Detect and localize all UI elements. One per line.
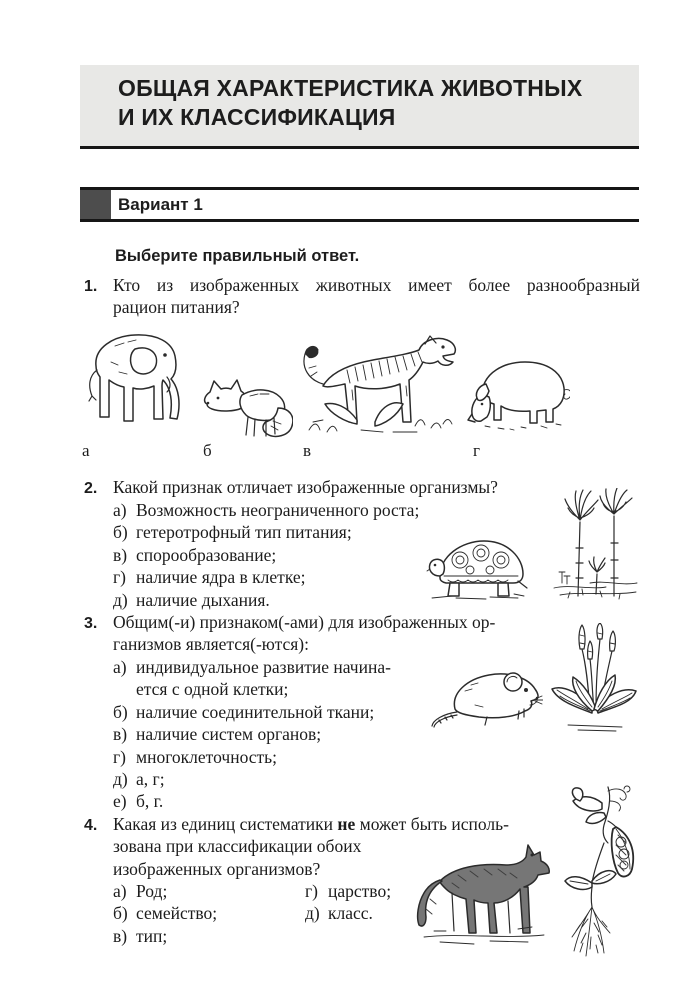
option-letter: е): [113, 791, 127, 812]
option-text: б, г.: [136, 791, 164, 812]
question-3-options: [113, 656, 423, 813]
option-row: [113, 723, 423, 745]
option-letter: б): [113, 701, 128, 722]
option-letter: д): [113, 589, 128, 610]
option-row: [113, 746, 423, 768]
question-1-line1: Кто из изображенных животных имеет более разнообразный: [113, 275, 640, 295]
option-row: [113, 902, 283, 924]
question-2-number: 2.: [84, 480, 98, 497]
option-text: тип;: [136, 925, 168, 946]
question-4-line1: Какая из единиц систематики не может быть исполь-: [113, 814, 509, 834]
question-1-line2: рацион питания?: [113, 297, 240, 318]
variant-label: Вариант 1: [118, 195, 203, 214]
question-3-number: 3.: [84, 615, 98, 632]
option-letter: г): [113, 746, 127, 767]
option-row: [113, 521, 443, 543]
option-text: Возможность неограниченного роста;: [136, 500, 420, 520]
option-letter: г): [113, 567, 127, 588]
option-row: [113, 925, 283, 947]
pea-plant-illustration: [558, 785, 642, 960]
option-text: а, г;: [136, 769, 165, 790]
option-letter: в): [113, 925, 128, 946]
option-letter: а): [113, 657, 127, 677]
variant-marker-square: [80, 190, 111, 219]
elephant-illustration: [75, 322, 185, 439]
horsetails-illustration: [550, 488, 640, 600]
fox-illustration: [200, 362, 293, 440]
option-row: [113, 768, 423, 790]
option-letter: в): [113, 724, 128, 745]
question-2-text: Какой признак отличает изображенные организмы?: [113, 477, 498, 497]
figure-label-v: в: [303, 441, 312, 460]
question-3-line2: ганизмов является(-ются):: [113, 634, 309, 655]
question-4-number: 4.: [84, 817, 98, 834]
question-3-line1: Общим(-и) признаком(-ами) для изображенных ор-: [113, 612, 496, 632]
option-row: [113, 544, 443, 566]
question-4-line3: изображенных организмов?: [113, 858, 321, 879]
question-3-text: [113, 611, 543, 656]
option-row: [113, 499, 443, 521]
option-text: многоклеточность;: [136, 746, 278, 767]
instruction-text: Выберите правильный ответ.: [115, 247, 360, 265]
chapter-title-line2: И ИХ КЛАССИФИКАЦИЯ: [118, 104, 396, 130]
option-text: царство;: [328, 881, 392, 901]
variant-bar: [80, 187, 639, 222]
figure-label-a: а: [82, 441, 90, 460]
option-text: индивидуальное развитие начина- ется с одной клетки;: [136, 657, 391, 700]
option-text: наличие ядра в клетке;: [136, 567, 306, 588]
option-letter: г): [305, 881, 319, 901]
option-letter: б): [113, 903, 128, 924]
turtle-illustration: [426, 528, 532, 600]
question-2-options: [113, 499, 443, 611]
option-row: [113, 656, 423, 701]
option-row: [113, 589, 443, 611]
tiger-illustration: [297, 334, 460, 438]
option-row: [113, 790, 423, 812]
chapter-title-box: [80, 65, 639, 149]
option-letter: д): [113, 769, 128, 790]
chapter-title-line1: ОБЩАЯ ХАРАКТЕРИСТИКА ЖИВОТНЫХ: [118, 75, 583, 101]
option-row: [113, 701, 423, 723]
option-text: семейство;: [136, 903, 218, 924]
pig-illustration: [465, 352, 570, 432]
option-letter: д): [305, 903, 320, 924]
option-text: класс.: [328, 903, 373, 924]
wolf-illustration: [410, 837, 553, 947]
question-4-options-col1: [113, 880, 283, 947]
option-letter: в): [113, 544, 128, 565]
option-row: [113, 566, 443, 588]
option-text: Род;: [136, 881, 168, 901]
option-text: наличие соединительной ткани;: [136, 701, 375, 722]
option-text: наличие систем органов;: [136, 724, 322, 745]
question-4-line2: зована при классификации обоих: [113, 836, 362, 857]
mouse-illustration: [427, 657, 543, 730]
plantain-illustration: [548, 623, 640, 732]
question-1-number: 1.: [84, 278, 98, 295]
option-text: гетеротрофный тип питания;: [136, 522, 352, 543]
question-1-text: [113, 274, 640, 319]
option-letter: б): [113, 522, 128, 543]
option-row: [113, 880, 283, 902]
emphasis-ne: не: [337, 814, 356, 834]
option-text: наличие дыхания.: [136, 589, 270, 610]
figure-label-g: г: [473, 441, 480, 460]
figure-label-b: б: [203, 441, 212, 460]
option-text: спорообразование;: [136, 544, 277, 565]
option-letter: а): [113, 500, 127, 520]
option-letter: а): [113, 881, 127, 901]
